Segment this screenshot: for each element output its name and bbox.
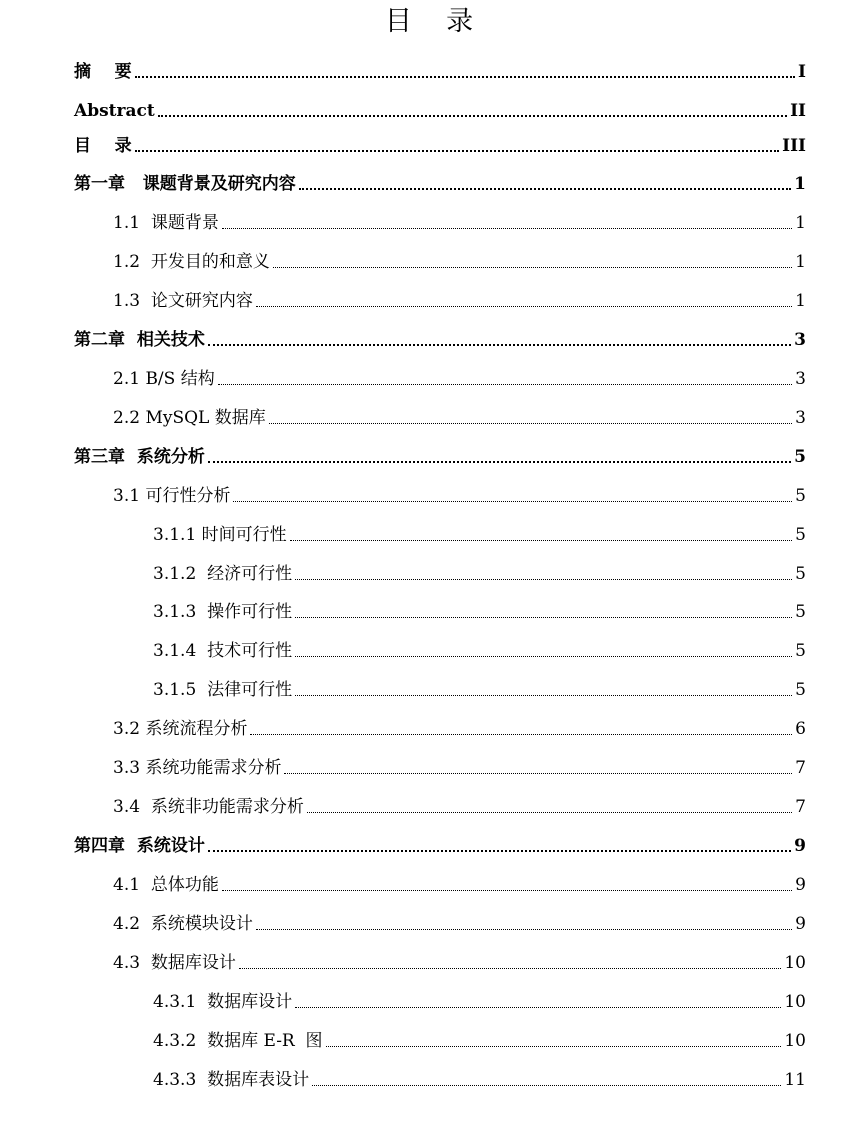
- toc-entry[interactable]: [113, 753, 806, 779]
- dot-leader: [312, 1085, 781, 1086]
- dot-leader: [295, 617, 792, 618]
- toc-entry-label: 第四章 系统设计: [74, 836, 205, 856]
- toc-entry-label: 第三章 系统分析: [74, 447, 205, 467]
- toc-entry-page: 5: [795, 602, 806, 622]
- dot-leader: [307, 812, 792, 813]
- toc-entry[interactable]: [113, 792, 806, 818]
- toc-entry[interactable]: [113, 286, 806, 312]
- toc-entry-label: 3.1.5 法律可行性: [153, 680, 293, 700]
- toc-entry-page: 9: [794, 836, 806, 856]
- toc-entry-label: 3.1.4 技术可行性: [153, 641, 293, 661]
- dot-leader: [158, 115, 787, 117]
- dot-leader: [135, 150, 779, 152]
- toc-entry-label: 4.3.2 数据库 E-R 图: [153, 1031, 323, 1051]
- toc-entry-page: 10: [784, 1031, 806, 1051]
- toc-entry-page: 1: [794, 174, 806, 194]
- dot-leader: [326, 1046, 782, 1047]
- dot-leader: [295, 656, 792, 657]
- toc-entry-label: 2.1 B/S 结构: [113, 369, 215, 389]
- dot-leader: [295, 1007, 781, 1008]
- toc-entry-page: I: [798, 62, 806, 82]
- toc-entry-label: 目 录: [74, 136, 132, 156]
- toc-entry-page: 5: [795, 680, 806, 700]
- toc-entry-label: 第一章 课题背景及研究内容: [74, 174, 296, 194]
- dot-leader: [208, 344, 791, 346]
- toc-entry-page: 7: [795, 758, 806, 778]
- toc-entry-page: 9: [795, 875, 806, 895]
- toc-entry-page: 1: [795, 213, 806, 233]
- dot-leader: [299, 188, 791, 190]
- toc-entry[interactable]: [113, 948, 806, 974]
- dot-leader: [239, 968, 782, 969]
- toc-entry-label: 3.3 系统功能需求分析: [113, 758, 282, 778]
- toc-entry[interactable]: [153, 559, 806, 585]
- toc-entry[interactable]: [113, 403, 806, 429]
- toc-entry-label: Abstract: [74, 101, 155, 121]
- toc-entry-label: 4.3.1 数据库设计: [153, 992, 293, 1012]
- toc-entry[interactable]: [74, 325, 806, 351]
- toc-entry-label: 1.2 开发目的和意义: [113, 252, 270, 272]
- toc-entry[interactable]: [74, 442, 806, 468]
- toc-entry-label: 3.1 可行性分析: [113, 486, 231, 506]
- toc-entry-label: 3.1.2 经济可行性: [153, 564, 293, 584]
- toc-entry-label: 3.4 系统非功能需求分析: [113, 797, 304, 817]
- dot-leader: [295, 695, 792, 696]
- dot-leader: [233, 501, 792, 502]
- toc-entry-label: 1.3 论文研究内容: [113, 291, 253, 311]
- toc-entry-page: 1: [795, 252, 806, 272]
- toc-entry-page: 5: [795, 486, 806, 506]
- toc-title: 目 录: [384, 6, 474, 37]
- toc-entry[interactable]: [113, 714, 806, 740]
- toc-entry-page: 5: [795, 641, 806, 661]
- toc-entry[interactable]: [113, 909, 806, 935]
- toc-entry-page: 3: [795, 408, 806, 428]
- toc-entry-page: 6: [795, 719, 806, 739]
- dot-leader: [250, 734, 792, 735]
- toc-entry[interactable]: [74, 169, 806, 195]
- toc-entry-label: 3.1.1 时间可行性: [153, 525, 287, 545]
- toc-entry-label: 3.2 系统流程分析: [113, 719, 248, 739]
- toc-entry[interactable]: [153, 1065, 806, 1091]
- dot-leader: [135, 76, 795, 78]
- toc-entry[interactable]: [153, 1026, 806, 1052]
- dot-leader: [222, 228, 792, 229]
- toc-entry[interactable]: [153, 520, 806, 546]
- toc-entry[interactable]: [113, 481, 806, 507]
- dot-leader: [208, 850, 791, 852]
- dot-leader: [208, 461, 791, 463]
- toc-entry[interactable]: [74, 96, 806, 122]
- dot-leader: [269, 423, 792, 424]
- toc-entry-label: 1.1 课题背景: [113, 213, 219, 233]
- toc-entry[interactable]: [153, 987, 806, 1013]
- toc-entry-page: 9: [795, 914, 806, 934]
- dot-leader: [290, 540, 793, 541]
- toc-entry-label: 摘 要: [74, 62, 132, 82]
- dot-leader: [273, 267, 792, 268]
- toc-entry[interactable]: [74, 831, 806, 857]
- toc-entry-page: 10: [784, 953, 806, 973]
- toc-entry[interactable]: [153, 675, 806, 701]
- toc-entry-page: 5: [795, 525, 806, 545]
- toc-entry-page: 5: [794, 447, 806, 467]
- toc-entry-page: 3: [795, 369, 806, 389]
- toc-entry-page: 5: [795, 564, 806, 584]
- dot-leader: [256, 306, 792, 307]
- toc-entry-label: 4.2 系统模块设计: [113, 914, 253, 934]
- toc-entry[interactable]: [74, 57, 806, 83]
- toc-entry-page: 10: [784, 992, 806, 1012]
- toc-entry[interactable]: [153, 597, 806, 623]
- dot-leader: [284, 773, 792, 774]
- toc-entry-page: III: [782, 136, 806, 156]
- toc-entry-page: 1: [795, 291, 806, 311]
- dot-leader: [256, 929, 792, 930]
- toc-entry[interactable]: [113, 870, 806, 896]
- toc-entry-page: 7: [795, 797, 806, 817]
- toc-entry[interactable]: [153, 636, 806, 662]
- toc-entry-label: 4.1 总体功能: [113, 875, 219, 895]
- toc-entry[interactable]: [113, 247, 806, 273]
- dot-leader: [222, 890, 792, 891]
- toc-entry-label: 3.1.3 操作可行性: [153, 602, 293, 622]
- dot-leader: [295, 579, 792, 580]
- toc-entry-label: 4.3 数据库设计: [113, 953, 236, 973]
- toc-entry-label: 4.3.3 数据库表设计: [153, 1070, 310, 1090]
- toc-entry-label: 2.2 MySQL 数据库: [113, 408, 266, 428]
- toc-entry[interactable]: [74, 131, 806, 157]
- toc-entry-page: II: [790, 101, 806, 121]
- dot-leader: [218, 384, 792, 385]
- toc-entry[interactable]: [113, 364, 806, 390]
- toc-entry-page: 3: [794, 330, 806, 350]
- toc-entry-label: 第二章 相关技术: [74, 330, 205, 350]
- toc-entry-page: 11: [784, 1070, 806, 1090]
- toc-entry[interactable]: [113, 208, 806, 234]
